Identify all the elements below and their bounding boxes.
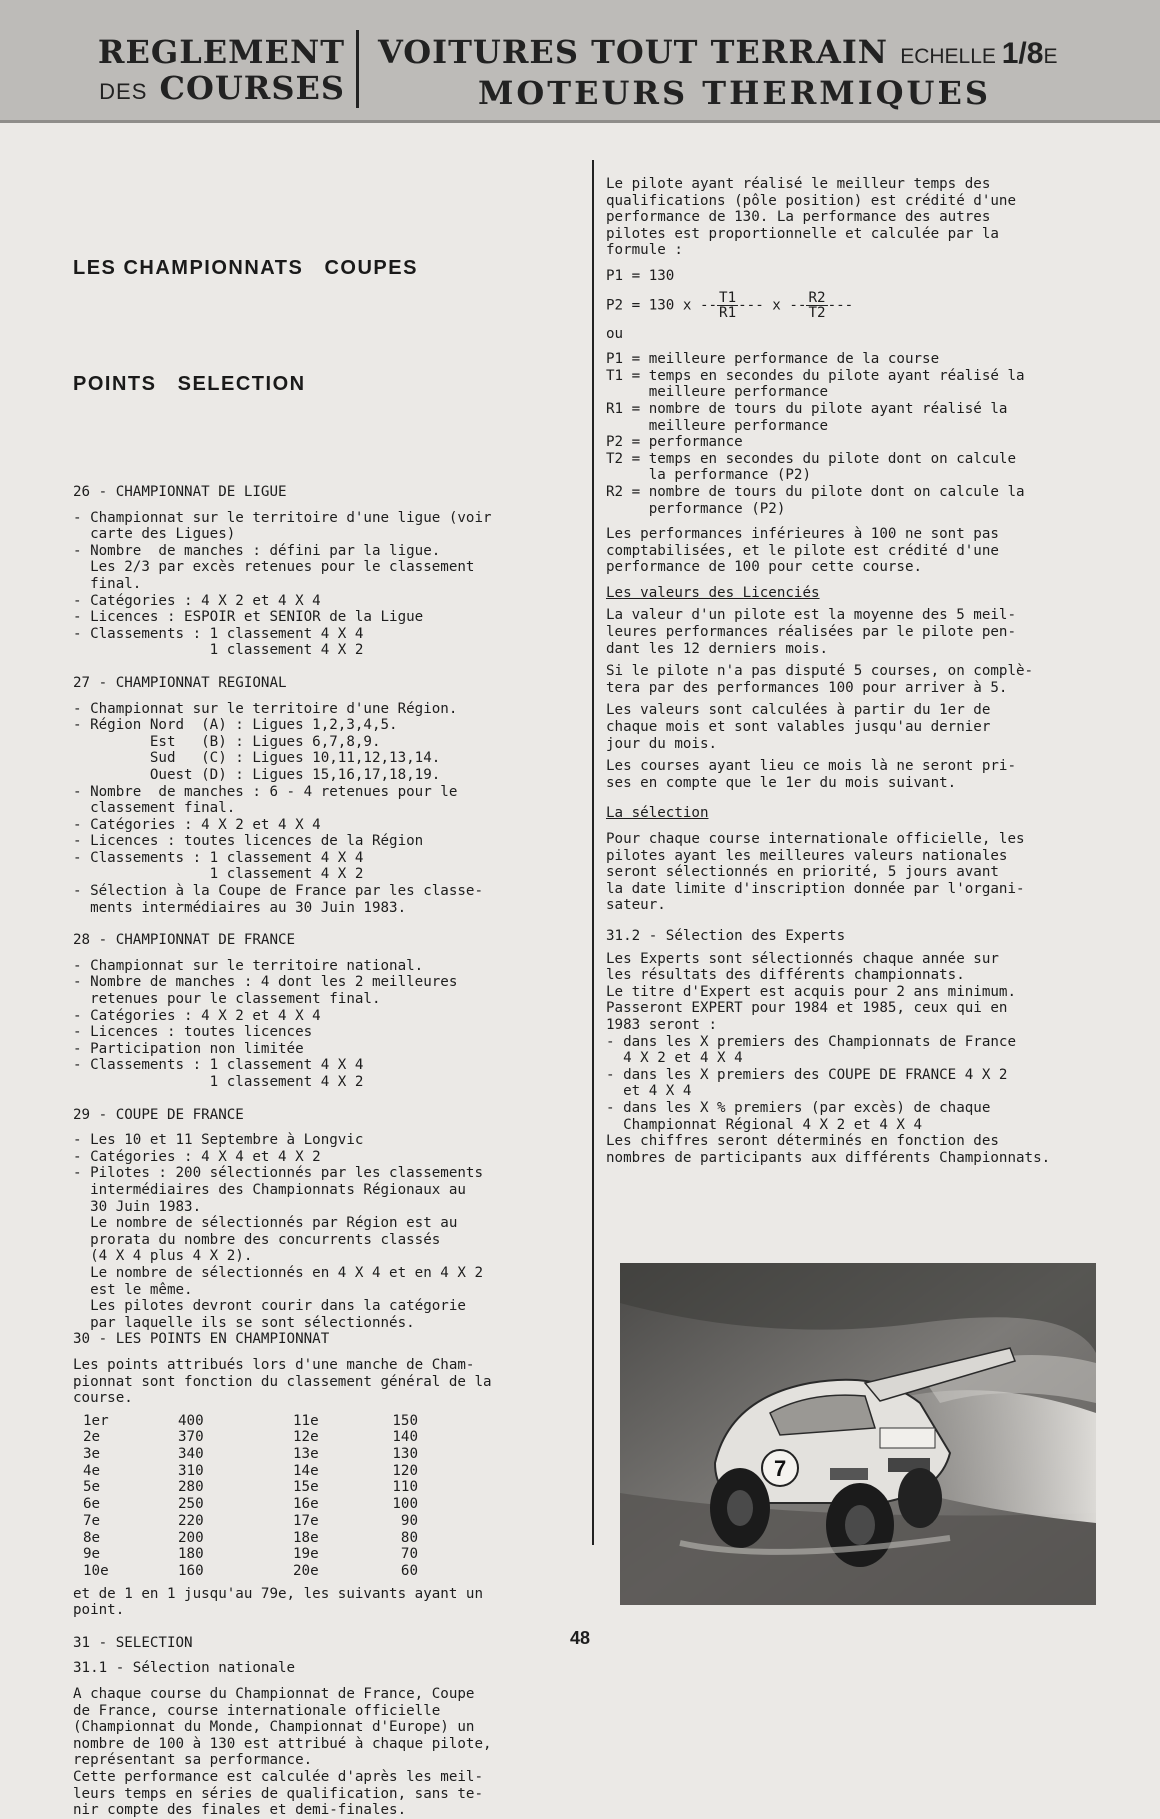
table-cell: 80 (400, 1529, 418, 1546)
section-31-title: 31 - SELECTION (73, 1634, 193, 1651)
table-cell: 180 (178, 1546, 204, 1563)
valeurs-paragraph-1: La valeur d'un pilote est la moyenne des 5 meil- leures performances réalisées par le pilote pen- dant les 12 derniers mois. (606, 607, 1016, 657)
table-cell: 11e (293, 1412, 319, 1429)
table-row (83, 1546, 418, 1563)
table-cell: 150 (392, 1412, 418, 1429)
table-cell: 90 (400, 1512, 418, 1529)
section-31-body: A chaque course du Championnat de France, Coupe de France, course internationale officielle (Championnat du Monde, Championnat d'Europe) un nombre de 100 à 130 est attribué à chaque pilote, représentant sa performance. Cette performance est calculée d'après les meil- leurs temps en séries de qualification, sans te- nir compte des finales et demi-finales. (73, 1685, 492, 1819)
table-row (83, 1513, 418, 1530)
table-row (83, 1479, 418, 1496)
selection-paragraph: Pour chaque course internationale officielle, les pilotes ayant les meilleures valeurs nationales seront sélectionnés en priorité, 5 jours avant la date limite d'inscription donnée par l'organi- sateur. (606, 831, 1025, 914)
table-cell: 10e (83, 1562, 109, 1579)
section-main-title: LES CHAMPIONNATS COUPES POINTS SELECTION (73, 257, 418, 395)
table-cell: 6e (83, 1496, 101, 1513)
table-cell: 220 (178, 1512, 204, 1529)
performance-note: Les performances inférieures à 100 ne sont pas comptabilisées, et le pilote est crédité d'une performance de 100 pour cette course. (606, 526, 999, 576)
table-cell: 7e (83, 1512, 101, 1529)
table-cell: 400 (178, 1412, 204, 1429)
table-cell: 9e (83, 1546, 101, 1563)
left-column (73, 168, 583, 1819)
table-row (83, 1413, 418, 1430)
table-cell: 120 (392, 1462, 418, 1479)
table-cell: 18e (293, 1529, 319, 1546)
table-cell: 14e (293, 1462, 319, 1479)
section-30-title: 30 - LES POINTS EN CHAMPIONNAT (73, 1331, 330, 1348)
section-29 (73, 1107, 583, 1332)
formula-intro: Le pilote ayant réalisé le meilleur temps des qualifications (pôle position) est crédité d'une performance de 130. La performance des autres pilotes est proportionnelle et calculée par la formule : (606, 176, 1016, 259)
valeurs-paragraph-2: Si le pilote n'a pas disputé 5 courses, on complè- tera par des performances 100 pour arriver à 5. (606, 663, 1034, 696)
column-divider (592, 160, 594, 1545)
section-28-title: 28 - CHAMPIONNAT DE FRANCE (73, 932, 296, 949)
header-des: DES (99, 79, 148, 104)
table-cell: 130 (392, 1446, 418, 1463)
valeurs-paragraph-4: Les courses ayant lieu ce mois là ne seront pri- ses en compte que le 1er du mois suivant. (606, 758, 1016, 791)
page-header (0, 0, 1160, 123)
formula-p1: P1 = 130 (606, 267, 675, 284)
valeurs-paragraph-3: Les valeurs sont calculées à partir du 1er de chaque mois et sont valables jusqu'au dernier jour du mois. (606, 702, 991, 752)
race-car-illustration (620, 1263, 1096, 1605)
table-cell: 15e (293, 1479, 319, 1496)
section-31-1-title: 31.1 - Sélection nationale (73, 1660, 296, 1677)
table-row (83, 1463, 418, 1480)
section-27-title: 27 - CHAMPIONNAT REGIONAL (73, 674, 287, 691)
section-30-intro: Les points attribués lors d'une manche de Cham- pionnat sont fonction du classement général de la course. (73, 1356, 492, 1407)
table-cell: 8e (83, 1529, 101, 1546)
header-courses: COURSES (159, 69, 345, 107)
table-cell: 2e (83, 1429, 101, 1446)
section-27 (73, 675, 583, 916)
section-29-title: 29 - COUPE DE FRANCE (73, 1106, 244, 1123)
table-cell: 16e (293, 1496, 319, 1513)
section-29-body: - Les 10 et 11 Septembre à Longvic - Catégories : 4 X 4 et 4 X 2 - Pilotes : 200 sélectionnés par les classements intermédiaires des Championnats Régionaux au 30 Juin 1983. Le nombre de sélectionnés par Région est au prorata du nombre des concurrents classés (4 X 4 plus 4 X 2). Le nombre de sélectionnés en 4 X 4 et en 4 X 2 est le même. Les pilotes devront courir dans la catégorie par laquelle ils se sont sélectionnés. (73, 1132, 483, 1331)
section-30-outro: et de 1 en 1 jusqu'au 79e, les suivants ayant un point. (73, 1585, 483, 1619)
table-cell: 280 (178, 1479, 204, 1496)
table-cell: 17e (293, 1512, 319, 1529)
section-26-title: 26 - CHAMPIONNAT DE LIGUE (73, 484, 287, 500)
section-26 (73, 484, 583, 659)
header-left-title (90, 34, 345, 110)
table-row (83, 1530, 418, 1547)
table-cell: 370 (178, 1429, 204, 1446)
formula-definitions: P1 = meilleure performance de la course T1 = temps en secondes du pilote ayant réalisé la meilleure performance R1 = nombre de tours du pilote ayant réalisé la meilleure performance P2 = performance T2 = temps en secondes du pilote dont on calcule la performance (P2) R2 = nombre de tours du pilote dont on calcule la performance (P2) (606, 351, 1025, 517)
header-voitures: VOITURES TOUT TERRAIN (378, 33, 889, 71)
table-cell: 70 (400, 1546, 418, 1563)
table-cell: 20e (293, 1562, 319, 1579)
header-reglement: REGLEMENT (97, 33, 345, 71)
experts-title: 31.2 - Sélection des Experts (606, 927, 846, 944)
points-table (83, 1413, 418, 1580)
section-30 (73, 1331, 583, 1618)
selection-title: La sélection (606, 805, 709, 822)
experts-paragraph: Les Experts sont sélectionnés chaque année sur les résultats des différents championnats. Le titre d'Expert est acquis pour 2 ans minimum. Passeront EXPERT pour 1984 et 1985, ceux qui en 1983 seront : - dans les X premiers des Championnats de France 4 X 2 et 4 X 4 - dans les X premiers des COUPE DE FRANCE 4 X 2 et 4 X 4 - dans les X % premiers (par excès) de chaque Championnat Régional 4 X 2 et 4 X 4 Les chiffres seront déterminés en fonction des nombres de participants aux différents Championnats. (606, 950, 1051, 1166)
car-number: 7 (774, 1456, 787, 1481)
header-right-title (378, 34, 1138, 111)
table-cell: 19e (293, 1546, 319, 1563)
table-cell: 60 (400, 1562, 418, 1579)
table-row (83, 1429, 418, 1446)
table-cell: 5e (83, 1479, 101, 1496)
section-28-body: - Championnat sur le territoire national. - Nombre de manches : 4 dont les 2 meilleures retenues pour le classement final. - Catégories : 4 X 2 et 4 X 4 - Licences : toutes licences - Participation non limitée - Classements : 1 classement 4 X 4 1 classement 4 X 2 (73, 957, 458, 1090)
table-cell: 160 (178, 1562, 204, 1579)
table-row (83, 1446, 418, 1463)
page-number: 48 (569, 1628, 591, 1648)
table-cell: 4e (83, 1462, 101, 1479)
table-row (83, 1563, 418, 1580)
table-cell: 200 (178, 1529, 204, 1546)
header-scale: ECHELLE 1/8E (900, 37, 1058, 70)
formula-p2: P2 = 130 x -- $\frac{T1}{R1}$ --- x -- $\frac{R2}{T2}$ --- (606, 289, 854, 321)
table-cell: 250 (178, 1496, 204, 1513)
right-column (606, 176, 1136, 1166)
table-cell: 100 (392, 1496, 418, 1513)
valeurs-title: Les valeurs des Licenciés (606, 584, 820, 601)
section-28 (73, 932, 583, 1090)
race-car-photo (620, 1263, 1096, 1605)
table-cell: 13e (293, 1446, 319, 1463)
fraction-t1-r1: $\frac{T1}{R1}$ (719, 289, 737, 321)
table-cell: 310 (178, 1462, 204, 1479)
table-row (83, 1496, 418, 1513)
formula-ou: ou (606, 325, 624, 342)
header-separator (356, 30, 359, 108)
table-cell: 340 (178, 1446, 204, 1463)
table-cell: 1er (83, 1412, 109, 1429)
table-cell: 110 (392, 1479, 418, 1496)
table-cell: 12e (293, 1429, 319, 1446)
fraction-r2-t2: $\frac{R2}{T2}$ (808, 289, 826, 321)
table-cell: 140 (392, 1429, 418, 1446)
section-31 (73, 1635, 583, 1819)
section-26-body: - Championnat sur le territoire d'une ligue (voir carte des Ligues) - Nombre de manches : défini par la ligue. Les 2/3 par excès retenues pour le classement final. - Catégories : 4 X 2 et 4 X 4 - Licences : ESPOIR et SENIOR de la Ligue - Classements : 1 classement 4 X 4 1 classement 4 X 2 (73, 509, 492, 659)
header-moteurs: MOTEURS THERMIQUES (478, 74, 991, 112)
section-27-body: - Championnat sur le territoire d'une Région. - Région Nord (A) : Ligues 1,2,3,4,5. Est (B) : Ligues 6,7,8,9. Sud (C) : Ligues 10,11,12,13,14. Ouest (D) : Ligues 15,16,17,18,19. - Nombre de manches : 6 - 4 retenues pour le classement final. - Catégories : 4 X 2 et 4 X 4 - Licences : toutes licences de la Région - Classements : 1 classement 4 X 4 1 classement 4 X 2 - Sélection à la Coupe de France par les classe- ments intermédiaires au 30 Juin 1983. (73, 700, 483, 916)
table-cell: 3e (83, 1446, 101, 1463)
